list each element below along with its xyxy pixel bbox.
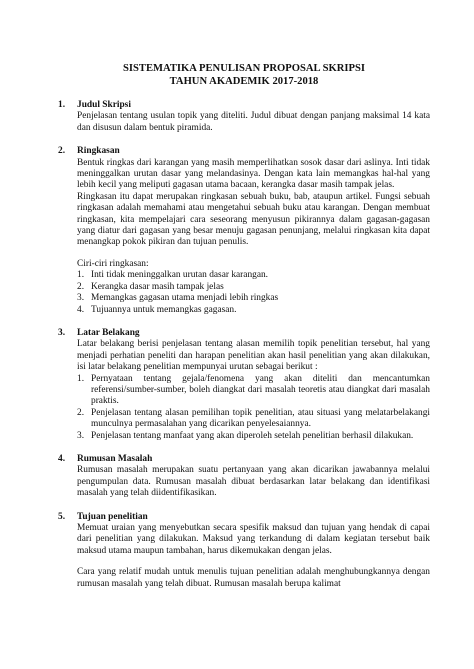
section-number: 4. <box>58 453 66 464</box>
section-paragraph: Latar belakang berisi penjelasan tentang alasan memilih topik penelitian tersebut, hal yang menjadi perhatian peneliti dan harapan penelitian akan hasil penelitian yang akan dilakukan, isi latar belakang penelitian mempunyai urutan sebagai berikut : <box>77 339 430 373</box>
section-rumusan-masalah <box>58 454 430 500</box>
section-paragraph: Rumusan masalah merupakan suatu pertanyaan yang akan dicarikan jawabannya melalui pengumpulan data. Rumusan masalah dibuat berdasarkan latar belakang dan identifikasi masalah yang telah diidentifikasikan. <box>77 465 430 499</box>
section-heading: Ringkasan <box>77 146 120 157</box>
ciri-ringkasan-list <box>77 270 430 316</box>
section-number: 3. <box>58 327 66 338</box>
section-paragraph: Memuat uraian yang menyebutkan secara spesifik maksud dan tujuan yang hendak di capai dari penelitian yang dilakukan. Maksud yang terkandung di dalam kegiatan tersebut baik maksud utama maupun tambahan, harus dikemukakan dengan jelas. <box>77 523 430 556</box>
section-latar-belakang <box>58 328 430 442</box>
section-number: 2. <box>58 146 66 157</box>
section-tujuan-penelitian <box>58 512 430 590</box>
section-heading: Tujuan penelitian <box>77 511 148 522</box>
section-heading: Latar Belakang <box>77 327 140 338</box>
list-item: 2. Kerangka dasar masih tampak jelas <box>77 281 224 292</box>
list-item: 2. Penjelasan tentang alasan pemilihan topik penelitian, atau situasi yang melatarbelakangi munculnya permasalahan yang dicarikan penyelesaiannya. <box>77 407 430 430</box>
section-heading: Rumusan Masalah <box>77 453 153 464</box>
list-item: 3. Penjelasan tentang manfaat yang akan diperoleh setelah penelitian berhasil dilakukan. <box>77 430 414 441</box>
latar-belakang-list <box>77 374 430 442</box>
section-heading: Judul Skripsi <box>77 100 131 110</box>
list-item: 1. Pernyataan tentang gejala/fenomena yang akan diteliti dan mencantumkan referensi/sumber-sumber, boleh diangkat dari masalah teoretis atau diangkat dari masalah praktis. <box>77 373 430 407</box>
section-number: 5. <box>58 511 66 522</box>
title-line-2: TAHUN AKADEMIK 2017-2018 <box>169 76 319 87</box>
section-paragraph: Cara yang relatif mudah untuk menulis tujuan penelitian adalah menghubungkannya dengan rumusan masalah yang telah dibuat. Rumusan masalah berupa kalimat <box>77 567 430 589</box>
section-ringkasan <box>58 146 430 316</box>
list-item: 4. Tujuannya untuk memangkas gagasan. <box>77 304 237 315</box>
section-paragraph: Bentuk ringkas dari karangan yang masih memperlihatkan sosok dasar dari aslinya. Inti tidak meninggalkan urutan dasar yang melandasinya. Dengan kata lain memangkas hal-hal yang lebih kecil yang meliputi gagasan utama bacaan, kerangka dasar masih tampak jelas. <box>77 157 430 191</box>
list-item: 1. Inti tidak meninggalkan urutan dasar karangan. <box>77 270 269 281</box>
section-paragraph: Penjelasan tentang usulan topik yang diteliti. Judul dibuat dengan panjang maksimal 14 kata dan disusun dalam bentuk piramida. <box>77 111 430 133</box>
list-item: 3. Memangkas gagasan utama menjadi lebih ringkas <box>77 293 279 304</box>
list-label: Ciri-ciri ringkasan: <box>77 258 149 269</box>
title-line-1: SISTEMATIKA PENULISAN PROPOSAL SKRIPSI <box>122 63 366 74</box>
section-number: 1. <box>58 100 66 110</box>
document-title <box>58 62 430 88</box>
section-paragraph: Ringkasan itu dapat merupakan ringkasan sebuah buku, bab, ataupun artikel. Fungsi sebuah ringkasan adalah memahami atau mengetahui sebuah buku atau karangan. Dengan membuat ringkasan, kita mempelajari cara seseorang menyusun pikirannya dalam gagasan-gagasan yang diatur dari gagasan yang besar menuju gagasan penunjang, melalui ringkasan kita dapat menangkap pokok pikiran dan tujuan penulis. <box>77 191 430 248</box>
section-judul-skripsi <box>58 100 430 134</box>
